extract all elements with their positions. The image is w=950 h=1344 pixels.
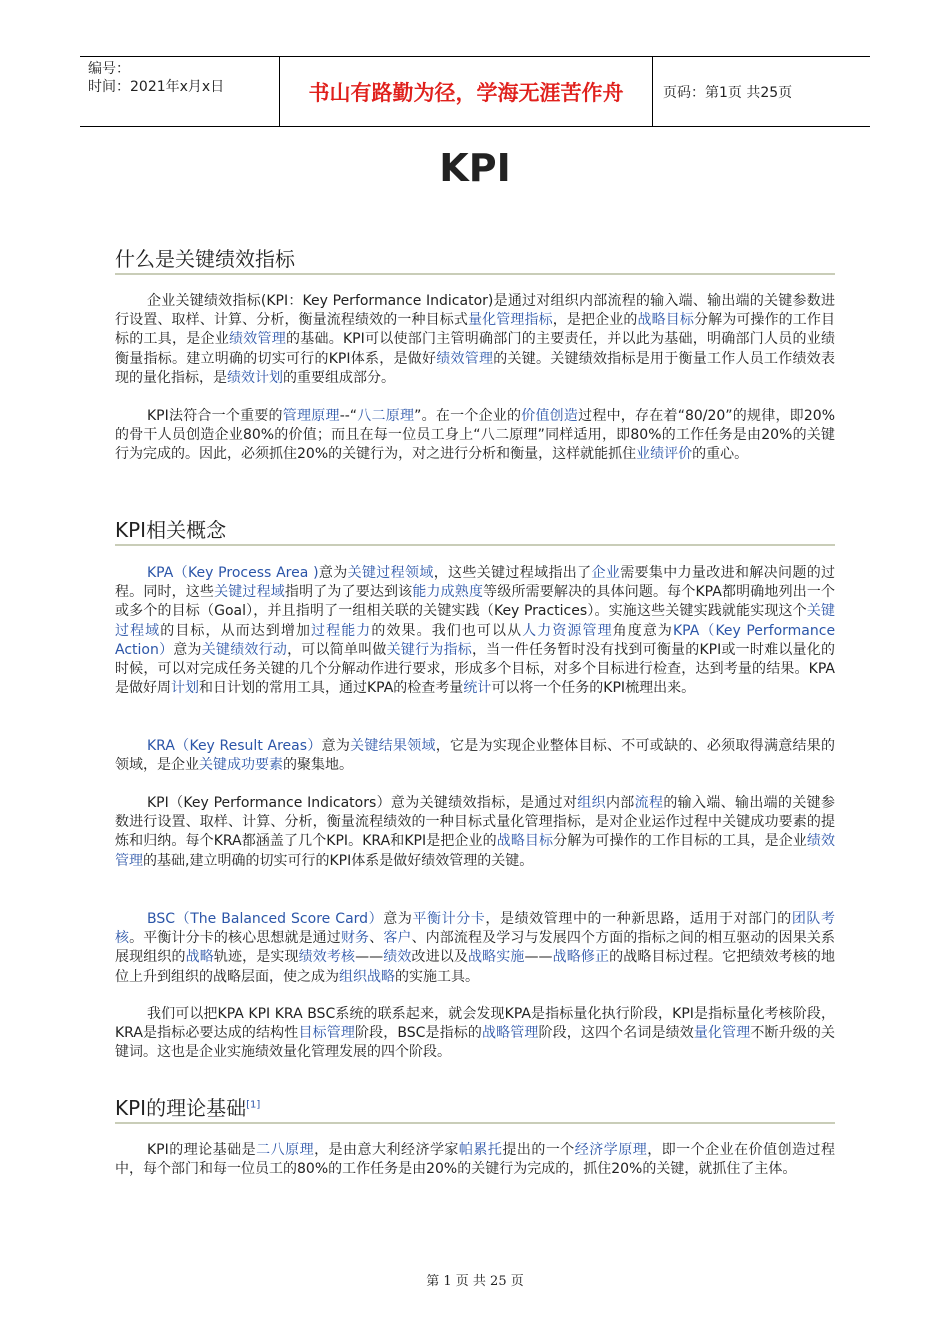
inline-link[interactable]: 关键过程域 <box>115 603 836 639</box>
inline-link[interactable]: BSC（The Balanced Score Card） <box>147 911 384 927</box>
page-title: KPI <box>439 146 511 190</box>
inline-link[interactable]: 帕累托 <box>458 1142 503 1158</box>
paragraph-text: ，是把企业的 <box>552 312 638 329</box>
inline-link[interactable]: 战略修正 <box>552 949 610 966</box>
paragraph-text: 的目标，从而达到增加 <box>160 622 312 639</box>
paragraph-text: 的输入端、输出端的关键参数进行设置、取样、计算、分析，衡量流程绩效的一种目标式量化管理指标，是对企业运作过程中关键成功要素的提炼和归纳。每个KRA都涵盖了几个KPI。KRA和KPI是把企业的 <box>115 795 836 850</box>
paragraph-text: 意为 <box>321 738 351 754</box>
inline-link[interactable]: 量化管理 <box>693 1025 751 1042</box>
paragraph <box>115 564 835 698</box>
paragraph-text: 我们可以把KPA KPI KRA BSC系统的联系起来，就会发现KPA是指标量化执行阶段，KPI是指标量化考核阶段，KRA是指标必要达成的结构性 <box>115 1006 835 1042</box>
inline-link[interactable]: 组织战略 <box>339 968 395 985</box>
paragraph <box>115 794 835 871</box>
section-heading-what-is-kpi: 什么是关键绩效指标 <box>115 243 835 275</box>
section-heading-theory <box>115 1092 835 1124</box>
inline-link[interactable]: 绩效 <box>383 949 412 966</box>
inline-link[interactable]: 统计 <box>463 680 492 697</box>
inline-link[interactable]: KPA（Key Process Area ) <box>147 565 319 581</box>
inline-link[interactable]: 战略管理 <box>481 1025 539 1042</box>
inline-link[interactable]: 流程 <box>634 795 664 811</box>
paragraph-text: KPI法符合一个重要的 <box>147 408 283 424</box>
paragraph-text: —— <box>355 949 384 966</box>
paragraph-text: 意为 <box>173 641 202 658</box>
paragraph-text: 企业关键绩效指标(KPI：Key Performance Indicator)是通过对组织内部流程的输入端、输出端的关键参数进行设置、取样、计算、分析，衡量流程绩效的一种目标式 <box>115 293 835 329</box>
paragraph-text: 意为 <box>383 911 413 927</box>
inline-link[interactable]: 客户 <box>383 930 412 947</box>
paragraph-text: ，是由意大利经济学家 <box>314 1142 459 1158</box>
time-label: 时间：2021年x月x日 <box>88 79 225 95</box>
paragraph-text: 的聚集地。 <box>283 757 353 774</box>
paragraph-text: 的关键。关键绩效指标是用于衡量工作人员工作绩效表现的量化指标，是 <box>115 350 835 386</box>
inline-link[interactable]: 量化管理指标 <box>468 312 553 329</box>
inline-link[interactable]: 八二原理 <box>357 408 415 424</box>
paragraph-text: 的战略目标过程。它把绩效考核的地位上升到组织的战略层面，使之成为 <box>115 949 835 985</box>
section-heading-related-concepts: KPI相关概念 <box>115 514 835 546</box>
paragraph <box>115 910 835 987</box>
inline-link[interactable]: 关键绩效行动 <box>201 641 288 658</box>
paragraph-text: ，当一件任务暂时没有找到可衡量的KPI或一时难以量化的时候，可以对完成任务关键的几个分解动作进行要求，形成多个目标，对多个目标进行检查，达到考量的结果。KPA是做好周 <box>115 641 836 697</box>
inline-link[interactable]: 组织 <box>577 795 606 811</box>
header-page-code: 页码：第1页 共25页 <box>663 84 793 101</box>
paragraph-text: ”。在一个企业的 <box>414 408 522 424</box>
paragraph-text: 分解为可操作的工作目标的工具，是企业 <box>553 833 807 850</box>
paragraph-text: KPI的理论基础是 <box>147 1142 257 1158</box>
paragraph-text: 的基础,建立明确的切实可行的KPI体系是做好绩效管理的关键。 <box>143 852 534 869</box>
paragraph-text: ，这些关键过程域指出了 <box>433 565 592 581</box>
paragraph-text: 指明了为了要达到该 <box>284 584 413 601</box>
inline-link[interactable]: KPA（Key Performance Action） <box>115 622 836 658</box>
paragraph-text: 的效果。我们也可以从 <box>371 622 523 639</box>
citation-link[interactable]: [1] <box>246 1099 261 1111</box>
inline-link[interactable]: 能力成熟度 <box>412 584 484 601</box>
paragraph-text: 和日计划的常用工具，通过KPA的检查考量 <box>199 680 464 697</box>
inline-link[interactable]: 关键结果领域 <box>350 738 436 754</box>
paragraph-text: 提出的一个 <box>502 1142 575 1158</box>
paragraph <box>115 737 835 775</box>
inline-link[interactable]: 关键过程域 <box>214 584 285 601</box>
section-heading-text: KPI的理论基础 <box>115 1096 247 1120</box>
paragraph-text: 的基础。KPI可以使部门主管明确部门的主要责任，并以此为基础，明确部门人员的业绩衡量指标。建立明确的切实可行的KPI体系，是做好 <box>115 331 835 367</box>
paragraph-text: —— <box>524 949 553 966</box>
paragraph-text: 等级所需要解决的具体问题。每个KPA都明确地列出一个或多个的目标（Goal），并且指明了一组相关联的关键实践（Key Practices）。实施这些关键实践就能实现这个 <box>115 584 836 620</box>
header-motto: 书山有路勤为径，学海无涯苦作舟 <box>280 57 653 126</box>
inline-link[interactable]: 企业 <box>591 565 621 581</box>
document-header <box>80 56 870 127</box>
paragraph-text: 、内部流程及学习与发展四个方面的指标之间的相互驱动的因果关系展现组织的 <box>115 930 836 966</box>
paragraph-text: 内部 <box>605 795 635 811</box>
paragraph-text: KPI（Key Performance Indicators）意为关键绩效指标，是通过对 <box>147 795 578 811</box>
inline-link[interactable]: 绩效管理 <box>436 350 494 367</box>
paragraph-text: 分解为可操作的工作目标的工具，是企业 <box>115 312 836 348</box>
inline-link[interactable]: 关键行为指标 <box>386 641 472 658</box>
inline-link[interactable]: 经济学原理 <box>574 1142 648 1158</box>
paragraph-text: 可以将一个任务的KPI梳理出来。 <box>491 680 696 697</box>
paragraph-text: 改进以及 <box>411 949 468 966</box>
paragraph-text: ，是绩效管理中的一种新思路，适用于对部门的 <box>485 911 792 927</box>
inline-link[interactable]: 目标管理 <box>298 1025 355 1042</box>
paragraph-text: 角度意为 <box>612 622 673 639</box>
paragraph-text: --“ <box>339 408 358 424</box>
inline-link[interactable]: 战略目标 <box>496 833 554 850</box>
paragraph <box>115 1005 835 1063</box>
number-label: 编号： <box>88 61 130 77</box>
paragraph <box>115 1141 835 1179</box>
page-footer: 第 1 页 共 25 页 <box>426 1274 524 1289</box>
paragraph-text: 需要集中力量改进和解决问题的过程。同时，这些 <box>115 565 836 601</box>
paragraph-text: 不断升级的关键词。这也是企业实施绩效量化管理发展的四个阶段。 <box>115 1025 836 1061</box>
inline-link[interactable]: 绩效管理 <box>115 833 836 869</box>
inline-link[interactable]: 关键过程领域 <box>347 565 434 581</box>
inline-link[interactable]: 关键成功要素 <box>199 757 283 774</box>
paragraph-text: ，即一个企业在价值创造过程中，每个部门和每一位员工的80%的工作任务是由20%的关键行为完成的，抓住20%的关键，就抓住了主体。 <box>115 1142 836 1178</box>
inline-link[interactable]: 管理原理 <box>282 408 340 424</box>
inline-link[interactable]: 团队考核 <box>115 911 836 947</box>
paragraph-text: 的实施工具。 <box>395 968 479 985</box>
paragraph-text: ，它是为实现企业整体目标、不可或缺的、必须取得满意结果的领域，是企业 <box>115 738 836 774</box>
inline-link[interactable]: 人力资源管理 <box>522 622 613 639</box>
paragraph-text: 意为 <box>318 565 348 581</box>
paragraph-text: 轨迹，是实现 <box>213 949 299 966</box>
inline-link[interactable]: 战略 <box>185 949 214 966</box>
paragraph-text: 。平衡计分卡的核心思想就是通过 <box>129 930 341 947</box>
inline-link[interactable]: 绩效管理 <box>229 331 286 348</box>
inline-link[interactable]: 平衡计分卡 <box>412 911 486 927</box>
paragraph-text: 、 <box>369 930 384 947</box>
inline-link[interactable]: 二八原理 <box>256 1142 315 1158</box>
paragraph-text: 过程中，存在着“80/20”的规律，即20%的骨干人员创造企业80%的价值；而且在每一位员工身上“八二原理”同样适用，即80%的工作任务是由20%的关键行为完成的。因此，必须抓住20%的关键行为，对之进行分析和衡量，这样就能抓住 <box>115 408 836 463</box>
header-meta <box>80 57 280 126</box>
paragraph-text: ，可以简单叫做 <box>287 641 387 658</box>
inline-link[interactable]: KRA（Key Result Areas） <box>147 738 322 754</box>
paragraph <box>115 292 835 388</box>
inline-link[interactable]: 绩效考核 <box>298 949 356 966</box>
inline-link[interactable]: 战略目标 <box>637 312 694 329</box>
inline-link[interactable]: 过程能力 <box>311 622 372 639</box>
inline-link[interactable]: 绩效计划 <box>227 369 283 386</box>
inline-link[interactable]: 价值创造 <box>521 408 579 424</box>
inline-link[interactable]: 计划 <box>171 680 199 697</box>
paragraph-text: 的重要组成部分。 <box>283 369 395 386</box>
paragraph-text: 阶段，BSC是指标的 <box>354 1025 482 1042</box>
paragraph-text: 阶段，这四个名词是绩效 <box>538 1025 694 1042</box>
paragraph-text: 的重心。 <box>692 446 749 463</box>
inline-link[interactable]: 战略实施 <box>468 949 525 966</box>
paragraph <box>115 407 835 465</box>
inline-link[interactable]: 业绩评价 <box>636 446 693 463</box>
inline-link[interactable]: 财务 <box>340 930 370 947</box>
